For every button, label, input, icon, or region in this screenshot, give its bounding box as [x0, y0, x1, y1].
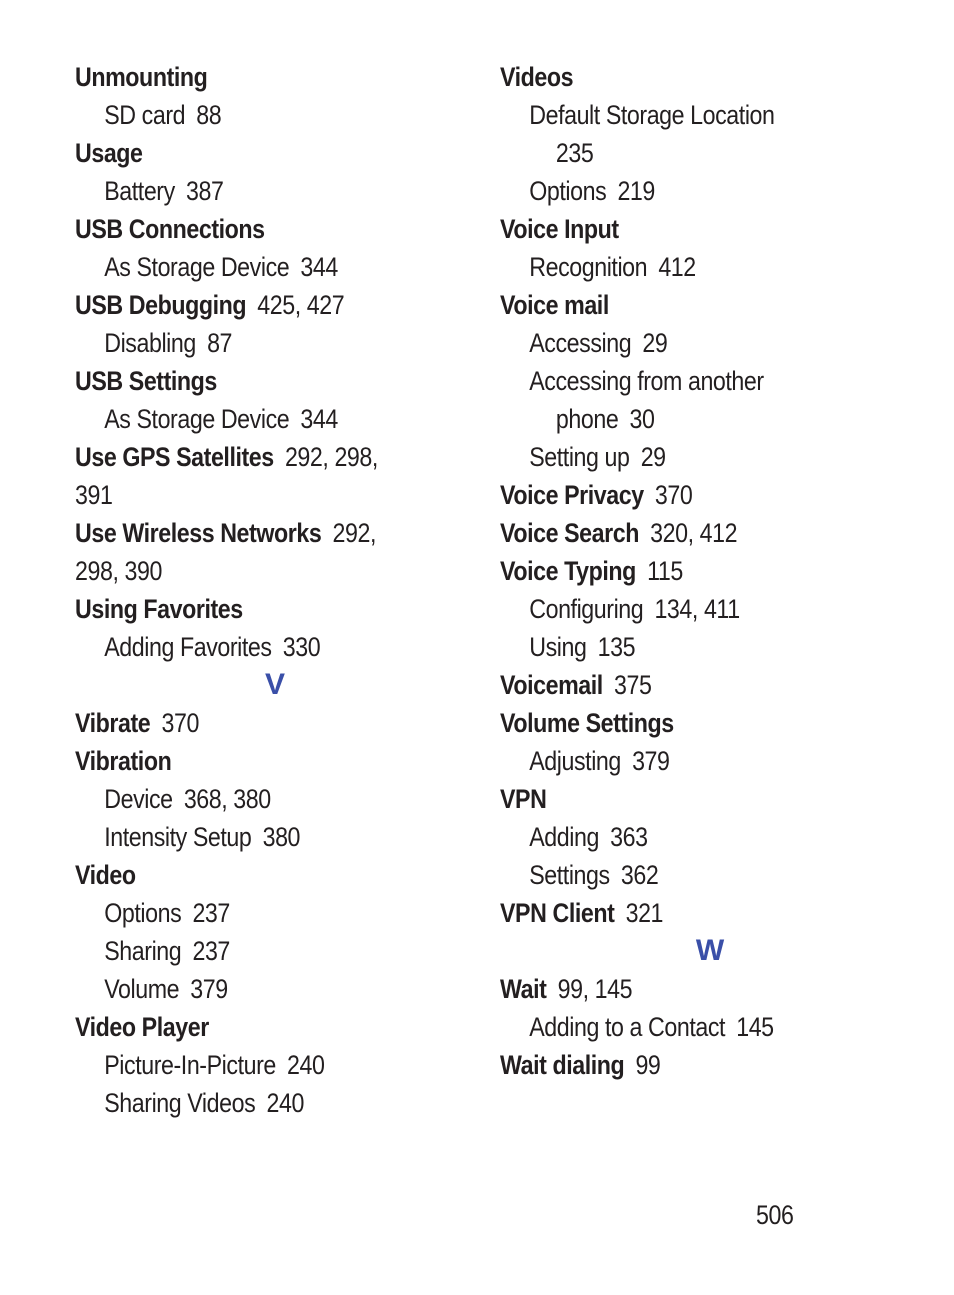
index-page-refs: 368, 380 — [183, 784, 271, 814]
index-subterm: As Storage Device — [104, 252, 290, 282]
index-entry — [75, 742, 419, 780]
index-subentry — [75, 932, 419, 970]
index-page-refs: 344 — [300, 404, 338, 434]
index-subentry — [500, 96, 861, 134]
index-entry — [75, 704, 419, 742]
index-subentry — [75, 1046, 419, 1084]
index-term: Voice Input — [500, 214, 619, 244]
index-term: Video Player — [75, 1012, 209, 1042]
index-page-refs: 29 — [642, 328, 668, 358]
index-subentry — [75, 894, 419, 932]
index-subentry — [500, 438, 861, 476]
index-subentry — [500, 856, 861, 894]
index-page-refs: 362 — [620, 860, 659, 890]
index-entry — [75, 1008, 419, 1046]
index-subterm: Picture-In-Picture — [104, 1050, 276, 1080]
index-subterm: Options — [104, 898, 182, 928]
index-subterm: Intensity Setup — [104, 822, 252, 852]
index-page-refs: 320, 412 — [650, 518, 738, 548]
index-page-refs: 145 — [736, 1012, 774, 1042]
index-page-refs: 99, 145 — [557, 974, 633, 1004]
index-subentry — [75, 970, 419, 1008]
index-subentry — [75, 1084, 419, 1122]
index-term: Volume Settings — [500, 708, 674, 738]
index-term: VPN — [500, 784, 547, 814]
index-page-refs: 135 — [597, 632, 636, 662]
index-term: Using Favorites — [75, 594, 243, 624]
index-page-refs: 298, 390 — [75, 556, 162, 586]
index-term: Use GPS Satellites — [75, 442, 274, 472]
index-page-refs: 292, — [332, 518, 376, 548]
index-page-refs: 292, 298, — [284, 442, 378, 472]
index-subterm: Adding to a Contact — [529, 1012, 726, 1042]
index-subentry — [500, 400, 861, 438]
index-term: VPN Client — [500, 898, 615, 928]
index-term: Unmounting — [75, 62, 208, 92]
index-subterm: phone — [555, 404, 619, 434]
index-subentry — [500, 628, 861, 666]
index-subentry — [500, 818, 861, 856]
index-entry — [500, 894, 861, 932]
index-subentry — [75, 400, 419, 438]
index-page-refs: 370 — [161, 708, 199, 738]
index-subterm: Accessing — [529, 328, 632, 358]
index-page-refs: 30 — [629, 404, 655, 434]
index-page-refs: 99 — [635, 1050, 661, 1080]
index-entry — [500, 1046, 861, 1084]
index-subentry — [75, 780, 419, 818]
index-term: USB Settings — [75, 366, 217, 396]
index-entry — [75, 438, 419, 476]
index-subentry — [75, 172, 419, 210]
index-section-letter: V — [264, 668, 285, 701]
index-term: USB Debugging — [75, 290, 247, 320]
index-subentry — [500, 248, 861, 286]
index-term: Videos — [500, 62, 574, 92]
index-page-refs: 235 — [555, 138, 594, 168]
index-column-left — [75, 58, 475, 1122]
index-page-refs: 240 — [287, 1050, 325, 1080]
index-page-refs: 240 — [266, 1088, 304, 1118]
index-page-refs: 391 — [75, 480, 113, 510]
index-page-refs: 425, 427 — [257, 290, 345, 320]
index-subterm: Battery — [104, 176, 175, 206]
index-entry — [500, 210, 861, 248]
index-term: Vibration — [75, 746, 172, 776]
index-entry — [500, 704, 861, 742]
index-entry — [75, 286, 419, 324]
index-entry — [75, 362, 419, 400]
index-term: Voice mail — [500, 290, 609, 320]
index-entry — [75, 210, 419, 248]
index-page-refs: 330 — [282, 632, 321, 662]
index-page-refs: 237 — [192, 936, 230, 966]
index-term: Voice Typing — [500, 556, 636, 586]
index-subentry — [75, 628, 419, 666]
index-term: Voicemail — [500, 670, 603, 700]
index-page-refs: 370 — [654, 480, 693, 510]
index-subentry — [75, 324, 419, 362]
index-page-refs: 29 — [640, 442, 666, 472]
index-subterm: SD card — [104, 100, 186, 130]
index-subentry — [500, 1008, 861, 1046]
index-entry — [500, 476, 861, 514]
index-subentry — [500, 134, 861, 172]
index-subentry — [75, 96, 419, 134]
index-subterm: Default Storage Location — [529, 100, 775, 130]
index-entry — [500, 58, 861, 96]
index-term: USB Connections — [75, 214, 265, 244]
index-page-refs: 115 — [647, 556, 683, 586]
index-entry — [75, 58, 419, 96]
index-subentry — [75, 248, 419, 286]
index-term: Vibrate — [75, 708, 151, 738]
index-subterm: Sharing Videos — [104, 1088, 256, 1118]
index-page-refs: 380 — [262, 822, 301, 852]
index-subterm: Disabling — [104, 328, 196, 358]
index-subterm: Recognition — [529, 252, 648, 282]
index-term: Video — [75, 860, 136, 890]
index-subterm: Sharing — [104, 936, 182, 966]
index-subentry — [500, 172, 861, 210]
index-entry — [75, 514, 419, 552]
index-subentry — [500, 590, 861, 628]
index-subentry — [75, 476, 419, 514]
page-number: 506 — [756, 1200, 794, 1230]
index-page-refs: 412 — [658, 252, 696, 282]
index-subterm: Options — [529, 176, 607, 206]
index-column-right — [500, 58, 920, 1084]
index-subterm: Setting up — [529, 442, 630, 472]
index-subterm: Using — [529, 632, 587, 662]
index-page-refs: 134, 411 — [654, 594, 740, 624]
index-subentry — [75, 818, 419, 856]
index-subterm: As Storage Device — [104, 404, 290, 434]
index-entry — [75, 134, 419, 172]
index-page-refs: 88 — [196, 100, 222, 130]
index-page-refs: 379 — [190, 974, 228, 1004]
index-subterm: Adding Favorites — [104, 632, 272, 662]
index-entry — [500, 286, 861, 324]
index-page-refs: 87 — [207, 328, 233, 358]
index-subentry — [500, 742, 861, 780]
index-page-refs: 379 — [632, 746, 670, 776]
index-subterm: Accessing from another — [529, 366, 764, 396]
index-subterm: Volume — [104, 974, 180, 1004]
index-term: Voice Privacy — [500, 480, 644, 510]
index-subentry — [500, 362, 861, 400]
index-section-letter: W — [695, 934, 725, 967]
index-entry — [500, 666, 861, 704]
index-subterm: Adding — [529, 822, 599, 852]
index-subentry — [500, 324, 861, 362]
index-subterm: Adjusting — [529, 746, 621, 776]
index-page-refs: 321 — [625, 898, 664, 928]
index-page-refs: 237 — [192, 898, 230, 928]
index-subterm: Configuring — [529, 594, 644, 624]
index-page-refs: 344 — [300, 252, 338, 282]
index-entry — [500, 514, 861, 552]
index-page-refs: 219 — [617, 176, 655, 206]
index-term: Voice Search — [500, 518, 639, 548]
index-subterm: Settings — [529, 860, 610, 890]
index-entry — [500, 970, 861, 1008]
index-term: Wait dialing — [500, 1050, 625, 1080]
index-entry — [500, 780, 861, 818]
index-entry — [75, 856, 419, 894]
index-subterm: Device — [104, 784, 173, 814]
index-entry — [75, 590, 419, 628]
index-page-refs: 375 — [614, 670, 652, 700]
index-page-refs: 387 — [185, 176, 224, 206]
index-subentry — [75, 552, 419, 590]
index-term: Wait — [500, 974, 547, 1004]
index-term: Usage — [75, 138, 143, 168]
index-page-refs: 363 — [610, 822, 648, 852]
index-entry — [500, 552, 861, 590]
index-term: Use Wireless Networks — [75, 518, 322, 548]
